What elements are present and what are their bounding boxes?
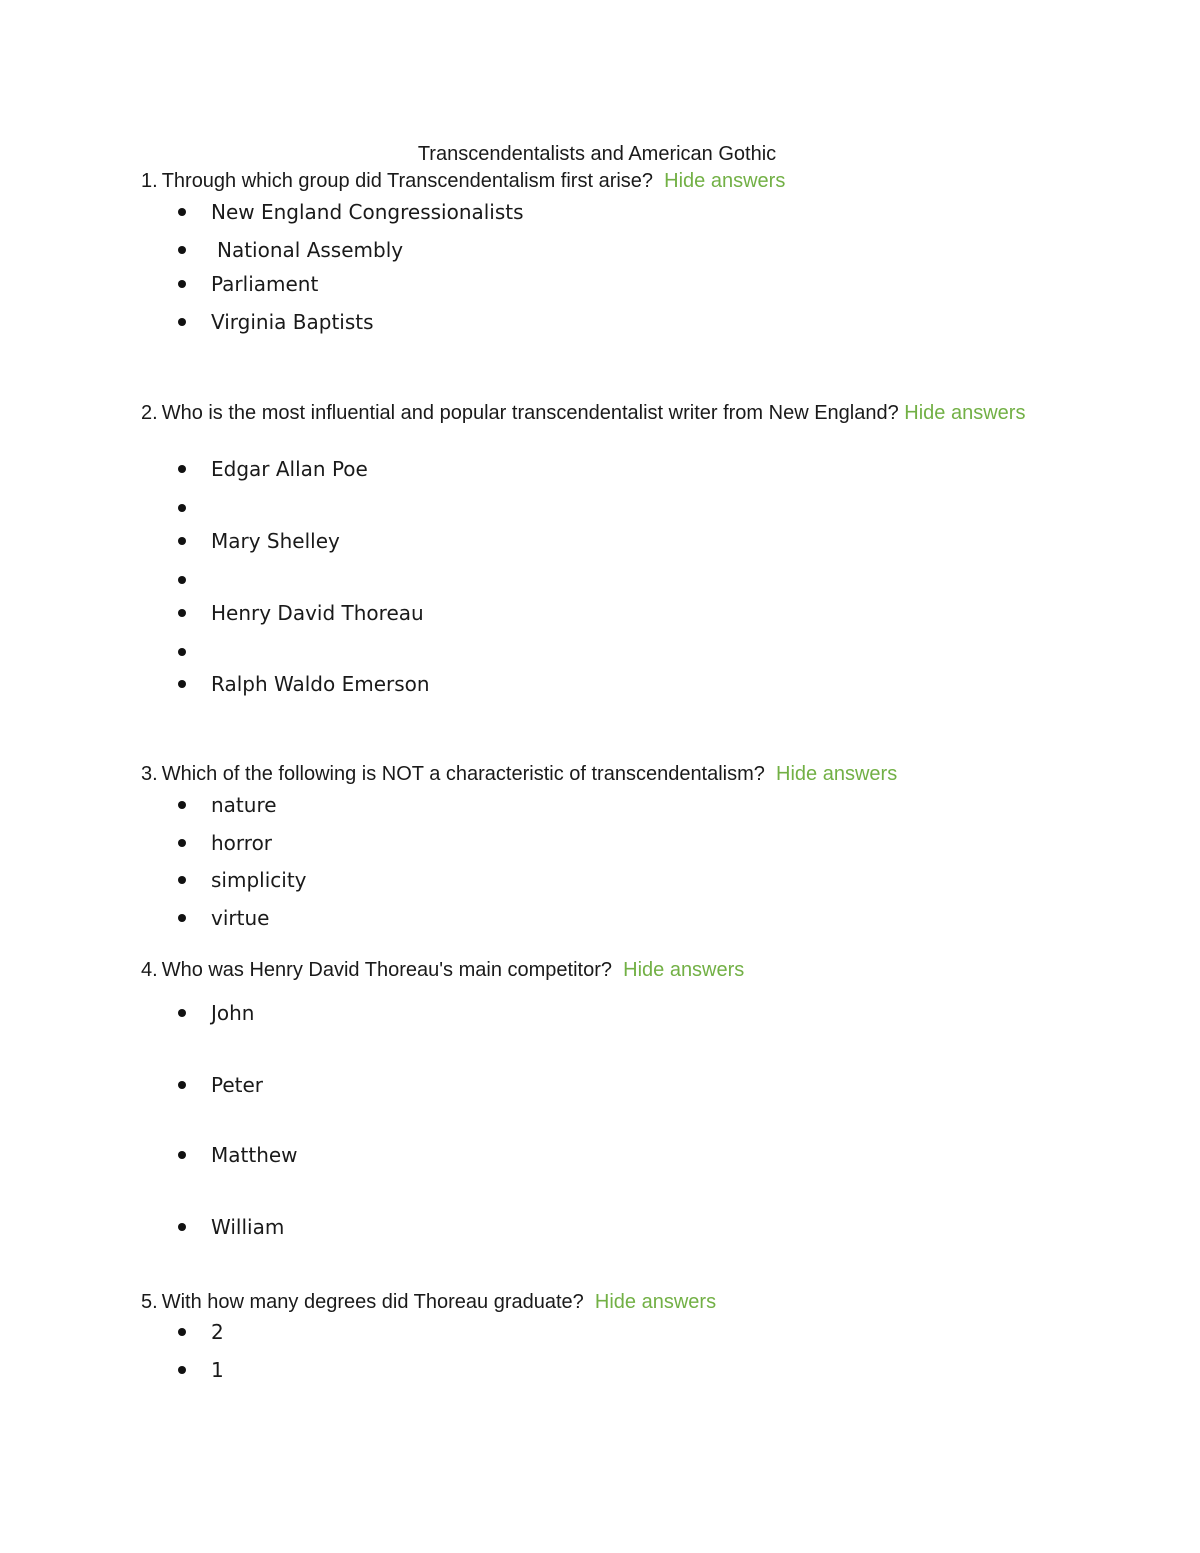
option-label: Peter	[211, 1073, 264, 1097]
hide-answers-link[interactable]: Hide answers	[904, 402, 1026, 424]
bullet-icon	[178, 680, 186, 688]
bullet-icon	[178, 1081, 186, 1089]
option-label: Henry David Thoreau	[211, 601, 424, 625]
hide-answers-link[interactable]: Hide answers	[664, 170, 786, 192]
question-text: Who was Henry David Thoreau's main competitor?	[161, 959, 612, 981]
option-label: John	[211, 1001, 255, 1025]
question-text: Through which group did Transcendentalism first arise?	[161, 170, 654, 192]
question-3	[141, 761, 1041, 788]
option-label: horror	[211, 831, 273, 855]
bullet-icon	[178, 801, 186, 809]
question-text: Which of the following is NOT a characteristic of transcendentalism?	[161, 763, 765, 785]
hide-answers-link[interactable]: Hide answers	[623, 959, 745, 981]
question-number: 3.	[141, 763, 158, 785]
bullet-icon	[178, 1151, 186, 1159]
option-label: National Assembly	[217, 238, 404, 262]
question-number: 5.	[141, 1291, 158, 1313]
option-label: Ralph Waldo Emerson	[211, 672, 430, 696]
question-5	[141, 1289, 1041, 1316]
option-label: 2	[211, 1320, 224, 1344]
bullet-icon	[178, 1223, 186, 1231]
question-text: Who is the most influential and popular transcendentalist writer from New England?	[161, 402, 899, 424]
option-label: nature	[211, 793, 277, 817]
hide-answers-link[interactable]: Hide answers	[594, 1291, 717, 1313]
option-label: 1	[211, 1358, 224, 1382]
question-number: 4.	[141, 959, 158, 981]
option-label: William	[211, 1215, 285, 1239]
bullet-icon	[178, 839, 186, 847]
question-number: 1.	[141, 170, 158, 192]
bullet-icon	[178, 1328, 186, 1336]
question-1	[141, 168, 1041, 195]
bullet-icon	[178, 208, 186, 216]
question-text: With how many degrees did Thoreau graduate?	[161, 1291, 584, 1313]
bullet-icon	[178, 1366, 186, 1374]
bullet-icon	[178, 1009, 186, 1017]
bullet-icon	[178, 465, 186, 473]
option-label: Matthew	[211, 1143, 298, 1167]
page-title: Transcendentalists and American Gothic	[417, 143, 777, 165]
bullet-icon	[178, 609, 186, 617]
bullet-icon	[178, 914, 186, 922]
option-label: virtue	[211, 906, 270, 930]
bullet-icon	[178, 318, 186, 326]
option-label: Virginia Baptists	[211, 310, 374, 334]
bullet-icon	[178, 648, 186, 656]
hide-answers-link[interactable]: Hide answers	[776, 763, 898, 785]
bullet-icon	[178, 576, 186, 584]
option-label: Mary Shelley	[211, 529, 340, 553]
option-label: Edgar Allan Poe	[211, 457, 368, 481]
question-number: 2.	[141, 402, 158, 424]
option-label: Parliament	[211, 272, 319, 296]
option-label: New England Congressionalists	[211, 200, 524, 224]
question-2	[141, 400, 1041, 427]
bullet-icon	[178, 537, 186, 545]
bullet-icon	[178, 504, 186, 512]
question-4	[141, 957, 1041, 984]
option-label: simplicity	[211, 868, 307, 892]
bullet-icon	[178, 876, 186, 884]
bullet-icon	[178, 246, 186, 254]
bullet-icon	[178, 280, 186, 288]
